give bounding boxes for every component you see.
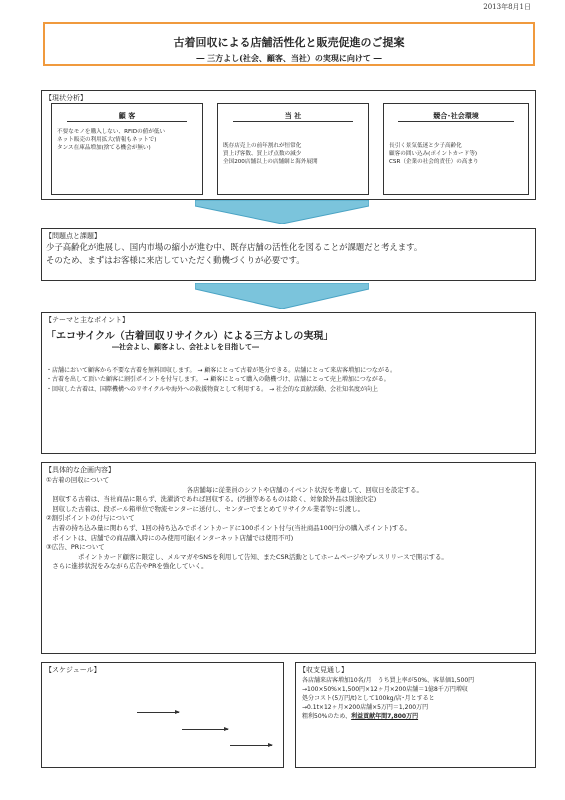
schedule-arrow-2 bbox=[182, 729, 228, 730]
problem-line-1: 少子高齢化が進展し、国内市場の縮小が進む中、既存店舗の活性化を図ることが課題だと考えます。 bbox=[46, 242, 423, 252]
analysis-column-competition bbox=[383, 103, 529, 195]
point-list bbox=[46, 366, 396, 394]
column-head: 顧 客 bbox=[67, 111, 187, 122]
list-item: ・回収した古着は、国際機構へのリサイクルや海外への救援物資として利用する。 → 社会的な貢献活動、会社知名度が向上 bbox=[46, 385, 379, 393]
budget-line: 各店舗来店客増加10名/月 うち買上率が50%、客単価1,500円 bbox=[302, 677, 475, 684]
analysis-column-company bbox=[217, 103, 369, 195]
budget-line: →0.1t×12ヶ月×200店舗×5万円＝1,200万円 bbox=[302, 704, 429, 711]
budget-label: 【収支見通し】 bbox=[299, 666, 348, 674]
budget-line: →100×50%×1,500円×12ヶ月×200店舗＝1億8千万円増収 bbox=[302, 686, 468, 693]
column-body: 長引く景気低迷と少子高齢化 顧客の囲い込み(ポイントカード等) CSR（企業の社会的責任）の高まり bbox=[389, 143, 479, 166]
schedule-arrow-1 bbox=[137, 712, 179, 713]
budget-last-prefix: 粗利50%のため、 bbox=[302, 713, 352, 720]
list-item: ・古着を出して頂いた顧客に割引ポイントを付与します。 → 顧客にとって購入の動機づけ、店舗にとって売上増加につながる。 bbox=[46, 376, 390, 384]
problem-label: 【問題点と課題】 bbox=[45, 232, 101, 240]
theme-label: 【テーマと主なポイント】 bbox=[45, 316, 129, 324]
problem-text bbox=[42, 229, 535, 266]
plan-section bbox=[41, 462, 536, 654]
analysis-column-customer bbox=[51, 103, 203, 195]
down-arrow-2 bbox=[195, 283, 369, 309]
schedule-section bbox=[41, 662, 284, 768]
column-head: 競合･社会環境 bbox=[398, 111, 513, 122]
theme-section bbox=[41, 312, 536, 454]
list-item: ・店舗において顧客から不要な古着を無料回収します。 → 顧客にとって古着が処分できる。店舗にとって来店客増加につながる。 bbox=[46, 367, 397, 374]
analysis-section bbox=[41, 90, 536, 200]
column-body: 既存店売上の前年割れが恒常化 買上げ客数、買上げ点数の減少 全国200店舗以上の店舗網と海外展開 bbox=[223, 143, 318, 166]
budget-section bbox=[295, 662, 536, 768]
column-body: 不要なモノを購入しない、RFIDの値が低い ネット販売の利用拡大(情報もネットで) タンス在庫品増加(捨てる機会が無い) bbox=[57, 129, 166, 152]
schedule-arrow-3 bbox=[230, 745, 272, 746]
title-box bbox=[43, 22, 535, 66]
theme-subtitle: ―社会よし、顧客よし、会社よしを目指して― bbox=[112, 343, 259, 351]
plan-label: 【具体的な企画内容】 bbox=[45, 466, 115, 474]
budget-line bbox=[302, 712, 474, 721]
theme-title: 「エコサイクル（古着回収リサイクル）による三方よしの実現」 bbox=[46, 331, 334, 342]
profit-total: 利益貢献年間7,800万円 bbox=[351, 713, 419, 720]
plan-text: ①古着の回収について 各店舗毎に従業員のシフトや店舗のイベント状況を考慮して、回収日を設定する。 回収する古着は、当社商品に限らず、洗濯済であれば回収する。(汚損等あるものは除く、対象除外品は別途決定) 回収した古着は、段ボール箱単位で物流センターに送付し、センターでまとめてリサイクル業者等に引渡し。 ②割引ポイントの付与について 古着の持ち込み量に関わらず、1回の持ち込みでポイントカードに100ポイント付与(当社商品100円分の購入ポイント)する。 ポイントは、店舗での商品購入時にのみ使用可能(インターネット店舗では使用不可) ③広告、PRについて ポイントカード顧客に限定し、メルマガやSNSを利用して告知、またCSR活動としてホームページやプレスリリースで開示する。 さらに進捗状況をみながら広告やPRを強化していく。 bbox=[46, 476, 448, 571]
document-subtitle: ― 三方よし(社会、顧客、当社）の実現に向けて ― bbox=[196, 53, 382, 63]
document-title: 古着回収による店舗活性化と販売促進のご提案 bbox=[173, 36, 405, 49]
analysis-label: 【現状分析】 bbox=[45, 94, 87, 102]
schedule-label: 【スケジュール】 bbox=[45, 666, 101, 674]
column-head: 当 社 bbox=[233, 111, 353, 122]
problem-section bbox=[41, 228, 536, 281]
document-date: 2013年8月1日 bbox=[483, 3, 531, 11]
down-arrow-1 bbox=[195, 200, 369, 224]
budget-text bbox=[302, 676, 474, 721]
budget-line: 処分コスト(5万円/t)として100kg/店･月とすると bbox=[302, 695, 435, 702]
problem-line-2: そのため、まずはお客様に来店していただく動機づくりが必要です。 bbox=[46, 254, 305, 265]
